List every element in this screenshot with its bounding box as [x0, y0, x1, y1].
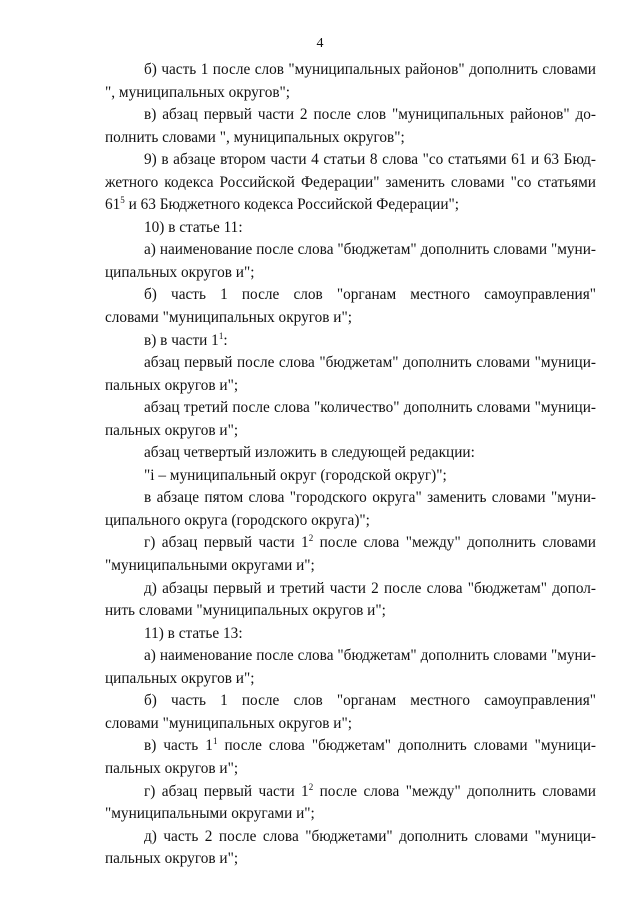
text-line [105, 397, 596, 420]
line-text: в) часть 1 [144, 737, 213, 755]
document-body [105, 59, 596, 871]
line-text: жетного кодекса Российской Федерации" заменить словами "со статьями [105, 173, 596, 191]
text-line [105, 104, 596, 127]
text-line [105, 307, 596, 330]
line-text-continued: после слова "между" дополнить словами [313, 534, 596, 552]
line-text: словами "муниципальных округов и"; [105, 309, 352, 327]
line-text: 10) в статье 11: [144, 218, 243, 236]
text-line [105, 713, 596, 736]
text-line [105, 532, 596, 555]
line-text: ципальных округов и"; [105, 263, 255, 281]
line-text: г) абзац первый части 1 [144, 782, 309, 800]
text-line [105, 848, 596, 871]
text-line [105, 465, 596, 488]
text-line [105, 352, 596, 375]
superscript: 2 [308, 781, 314, 792]
text-line [105, 735, 596, 758]
superscript: 2 [308, 533, 314, 544]
line-text-continued: и 63 Бюджетного кодекса Российской Федерации"; [124, 196, 460, 214]
text-line [105, 172, 596, 195]
line-text: нить словами "муниципальных округов и"; [105, 602, 386, 620]
text-line [105, 781, 596, 804]
text-line [105, 803, 596, 826]
line-text: абзац первый после слова "бюджетам" дополнить словами "муници- [144, 354, 596, 372]
line-text: г) абзац первый части 1 [144, 534, 309, 552]
superscript: 1 [218, 330, 224, 341]
line-text: пальных округов и"; [105, 376, 239, 394]
line-text: "муниципальными округами и"; [105, 557, 315, 575]
line-text: абзац четвертый изложить в следующей редакции: [144, 444, 475, 462]
line-text-continued: после слова "между" дополнить словами [313, 782, 596, 800]
line-text: а) наименование после слова "бюджетам" дополнить словами "муни- [144, 241, 596, 259]
text-line [105, 510, 596, 533]
line-text: полнить словами ", муниципальных округов"; [105, 128, 405, 146]
text-line [105, 284, 596, 307]
text-line [105, 668, 596, 691]
text-line [105, 375, 596, 398]
text-line [105, 758, 596, 781]
text-line [105, 59, 596, 82]
line-text: "муниципальными округами и"; [105, 805, 315, 823]
superscript: 5 [120, 195, 125, 206]
text-line [105, 149, 596, 172]
line-text: в) в части 1 [144, 331, 219, 349]
text-line [105, 82, 596, 105]
text-line [105, 690, 596, 713]
line-text: 9) в абзаце втором части 4 статьи 8 слова "со статьями 61 и 63 Бюд- [144, 151, 596, 169]
text-line [105, 239, 596, 262]
text-line [105, 127, 596, 150]
text-line [105, 578, 596, 601]
text-line [105, 645, 596, 668]
text-line [105, 420, 596, 443]
text-line [105, 194, 596, 217]
text-line [105, 330, 596, 353]
line-text: "i – муниципальный округ (городской округ)"; [144, 466, 447, 484]
line-text: 11) в статье 13: [144, 624, 243, 642]
line-text: словами "муниципальных округов и"; [105, 714, 352, 732]
text-line [105, 487, 596, 510]
line-text: д) абзацы первый и третий части 2 после слова "бюджетам" допол- [144, 579, 596, 597]
line-text: абзац третий после слова "количество" дополнить словами "муници- [144, 399, 596, 417]
line-text: ", муниципальных округов"; [105, 83, 291, 101]
line-text: в абзаце пятом слова "городского округа" заменить словами "муни- [144, 489, 596, 507]
text-line [105, 442, 596, 465]
line-text-continued: после слова "бюджетам" дополнить словами "муници- [217, 737, 596, 755]
line-text-continued: : [223, 331, 228, 349]
text-line [105, 262, 596, 285]
line-text: д) часть 2 после слова "бюджетами" дополнить словами "муници- [144, 827, 596, 845]
line-text: пальных округов и"; [105, 759, 239, 777]
text-line [105, 217, 596, 240]
text-line [105, 826, 596, 849]
line-text: 61 [105, 196, 121, 214]
line-text: ципальных округов и"; [105, 669, 255, 687]
page-number: 4 [316, 36, 324, 51]
line-text: пальных округов и"; [105, 850, 239, 868]
superscript: 1 [212, 736, 218, 747]
line-text: б) часть 1 после слов "муниципальных районов" дополнить словами [144, 61, 596, 78]
text-line [105, 600, 596, 623]
text-line [105, 623, 596, 646]
line-text: б) часть 1 после слов "органам местного самоуправления" [144, 692, 596, 710]
text-line [105, 555, 596, 578]
line-text: пальных округов и"; [105, 421, 239, 439]
line-text: а) наименование после слова "бюджетам" дополнить словами "муни- [144, 647, 596, 665]
line-text: в) абзац первый части 2 после слов "муниципальных районов" до- [144, 106, 596, 124]
line-text: ципального округа (городского округа)"; [105, 511, 370, 529]
line-text: б) часть 1 после слов "органам местного самоуправления" [144, 286, 596, 304]
